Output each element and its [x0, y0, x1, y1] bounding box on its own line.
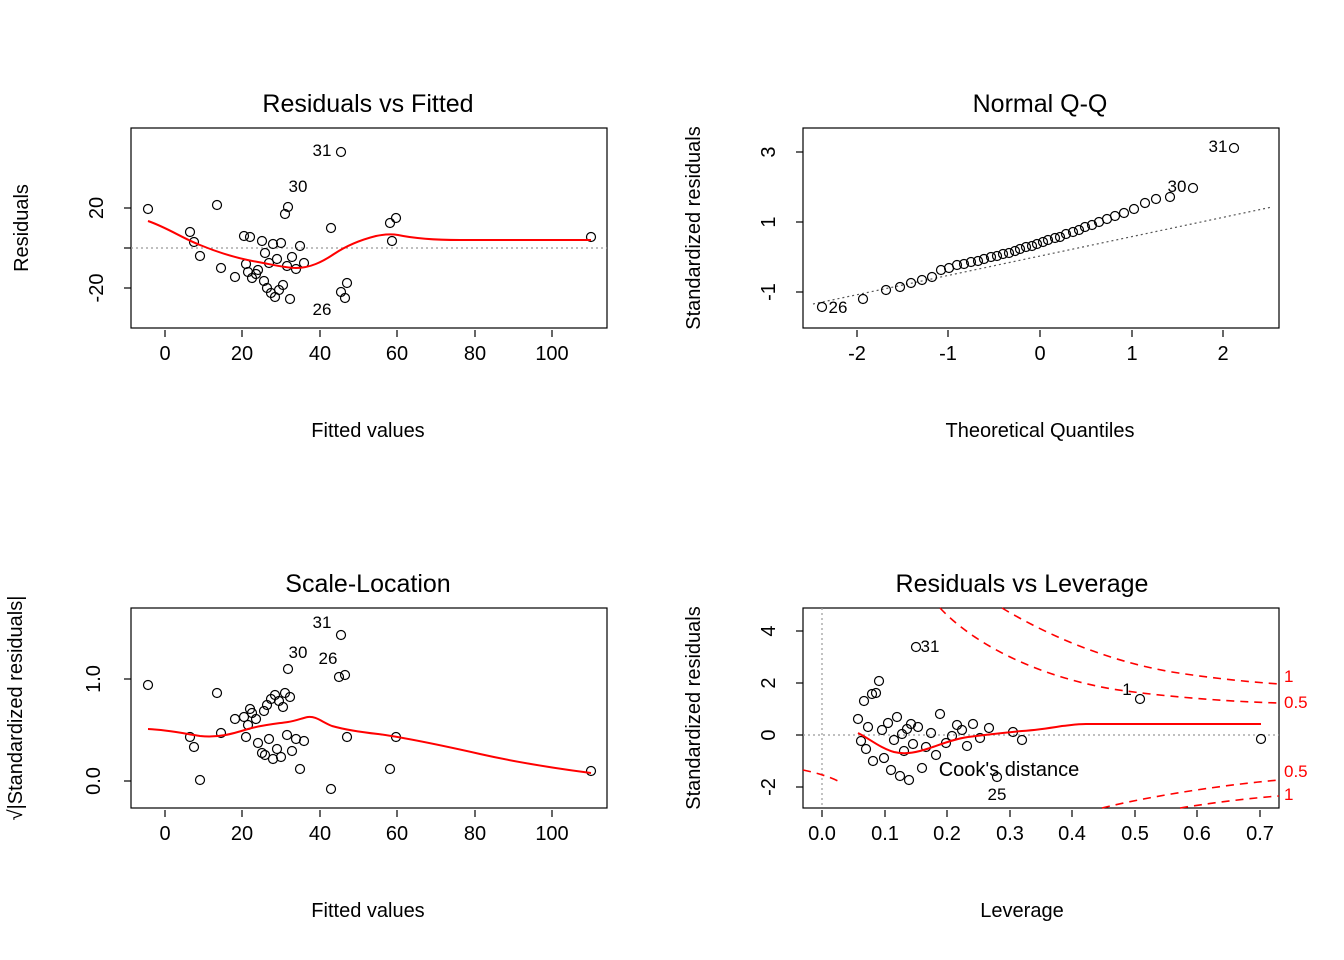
x-axis-label: Theoretical Quantiles — [945, 420, 1135, 442]
x-axis-label: Fitted values — [311, 420, 425, 442]
x-tick-0: 0 — [159, 823, 171, 845]
point-label-31: 31 — [312, 613, 332, 632]
y-axis-label: Standardized residuals — [683, 126, 705, 330]
y-axis-label: Standardized residuals — [683, 606, 705, 810]
point-label-31: 31 — [920, 637, 940, 656]
point-label-30: 30 — [288, 177, 308, 196]
x-tick-7: 0.7 — [1246, 823, 1274, 845]
panel-scale-location — [0, 480, 672, 960]
x-axis — [848, 330, 1228, 365]
residuals-vs-fitted-svg — [0, 0, 672, 480]
x-tick-1: 20 — [230, 343, 254, 365]
y-tick-1: 1.0 — [83, 665, 105, 693]
cooks-distance-annotation: Cook's distance — [938, 759, 1080, 781]
y-axis-label: Residuals — [11, 184, 33, 272]
residuals-vs-leverage-svg — [672, 480, 1344, 960]
point-label-30: 30 — [288, 643, 308, 662]
x-tick-1: -1 — [939, 343, 957, 365]
x-tick-3: 1 — [1126, 343, 1138, 365]
y-tick-1: 1 — [758, 216, 780, 228]
cook-level-label-05-top: 0.5 — [1284, 693, 1308, 712]
point-label-25: 25 — [987, 785, 1007, 804]
cook-level-label-1-bottom: 1 — [1284, 785, 1294, 804]
point-label-30: 30 — [1167, 177, 1187, 196]
x-tick-2: 40 — [308, 343, 332, 365]
x-axis — [159, 810, 568, 845]
y-tick-0: -2 — [758, 778, 780, 796]
lowess-smoother — [148, 717, 591, 773]
x-tick-5: 100 — [535, 823, 569, 845]
point-label-26: 26 — [312, 300, 332, 319]
y-axis-label: √|Standardized residuals| — [5, 595, 27, 821]
panel-residuals-vs-fitted — [0, 0, 672, 480]
x-axis — [808, 810, 1274, 845]
chart-title: Residuals vs Leverage — [895, 570, 1149, 598]
chart-title: Scale-Location — [285, 570, 451, 598]
x-axis-label: Leverage — [980, 900, 1064, 922]
point-label-31: 31 — [312, 141, 332, 160]
plot-frame — [803, 128, 1279, 328]
plot-frame — [131, 608, 607, 808]
lowess-smoother — [858, 724, 1261, 753]
x-tick-0: 0 — [159, 343, 171, 365]
plot-frame — [131, 128, 607, 328]
chart-title: Residuals vs Fitted — [262, 90, 474, 118]
x-tick-0: 0.0 — [808, 823, 836, 845]
y-tick-0: -20 — [86, 273, 108, 303]
data-points — [144, 631, 596, 794]
x-tick-4: 0.4 — [1058, 823, 1086, 845]
x-tick-5: 100 — [535, 343, 569, 365]
x-tick-3: 0.3 — [996, 823, 1024, 845]
y-tick-0: 0.0 — [83, 767, 105, 795]
x-tick-2: 40 — [308, 823, 332, 845]
x-tick-5: 0.5 — [1121, 823, 1149, 845]
y-tick-1: 0 — [758, 729, 780, 741]
point-label-31: 31 — [1208, 137, 1228, 156]
x-tick-6: 0.6 — [1183, 823, 1211, 845]
panel-normal-qq — [672, 0, 1344, 480]
x-tick-2: 0.2 — [933, 823, 961, 845]
point-label-1: 1 — [1122, 680, 1132, 699]
y-axis — [86, 197, 131, 303]
y-tick-2: 3 — [758, 146, 780, 158]
chart-title: Normal Q-Q — [972, 90, 1108, 118]
lowess-smoother — [148, 221, 591, 268]
x-tick-1: 20 — [230, 823, 254, 845]
x-tick-2: 0 — [1034, 343, 1046, 365]
x-tick-1: 0.1 — [871, 823, 899, 845]
normal-qq-svg — [672, 0, 1344, 480]
x-tick-3: 60 — [385, 823, 409, 845]
scale-location-svg — [0, 480, 672, 960]
y-tick-2: 2 — [758, 677, 780, 689]
x-tick-4: 2 — [1217, 343, 1229, 365]
panel-residuals-vs-leverage — [672, 480, 1344, 960]
y-axis — [758, 625, 803, 795]
cook-level-label-05-bottom: 0.5 — [1284, 762, 1308, 781]
x-tick-3: 60 — [385, 343, 409, 365]
data-points — [144, 148, 596, 304]
x-tick-0: -2 — [848, 343, 866, 365]
y-tick-0: -1 — [758, 283, 780, 301]
x-tick-4: 80 — [463, 343, 487, 365]
y-axis — [758, 146, 803, 300]
point-label-26: 26 — [318, 649, 338, 668]
y-tick-2: 20 — [86, 196, 108, 220]
cook-level-label-1-top: 1 — [1284, 667, 1294, 686]
x-tick-4: 80 — [463, 823, 487, 845]
x-axis — [159, 330, 568, 365]
point-label-26: 26 — [828, 298, 848, 317]
y-tick-3: 4 — [758, 625, 780, 637]
y-axis — [83, 665, 131, 795]
x-axis-label: Fitted values — [311, 900, 425, 922]
